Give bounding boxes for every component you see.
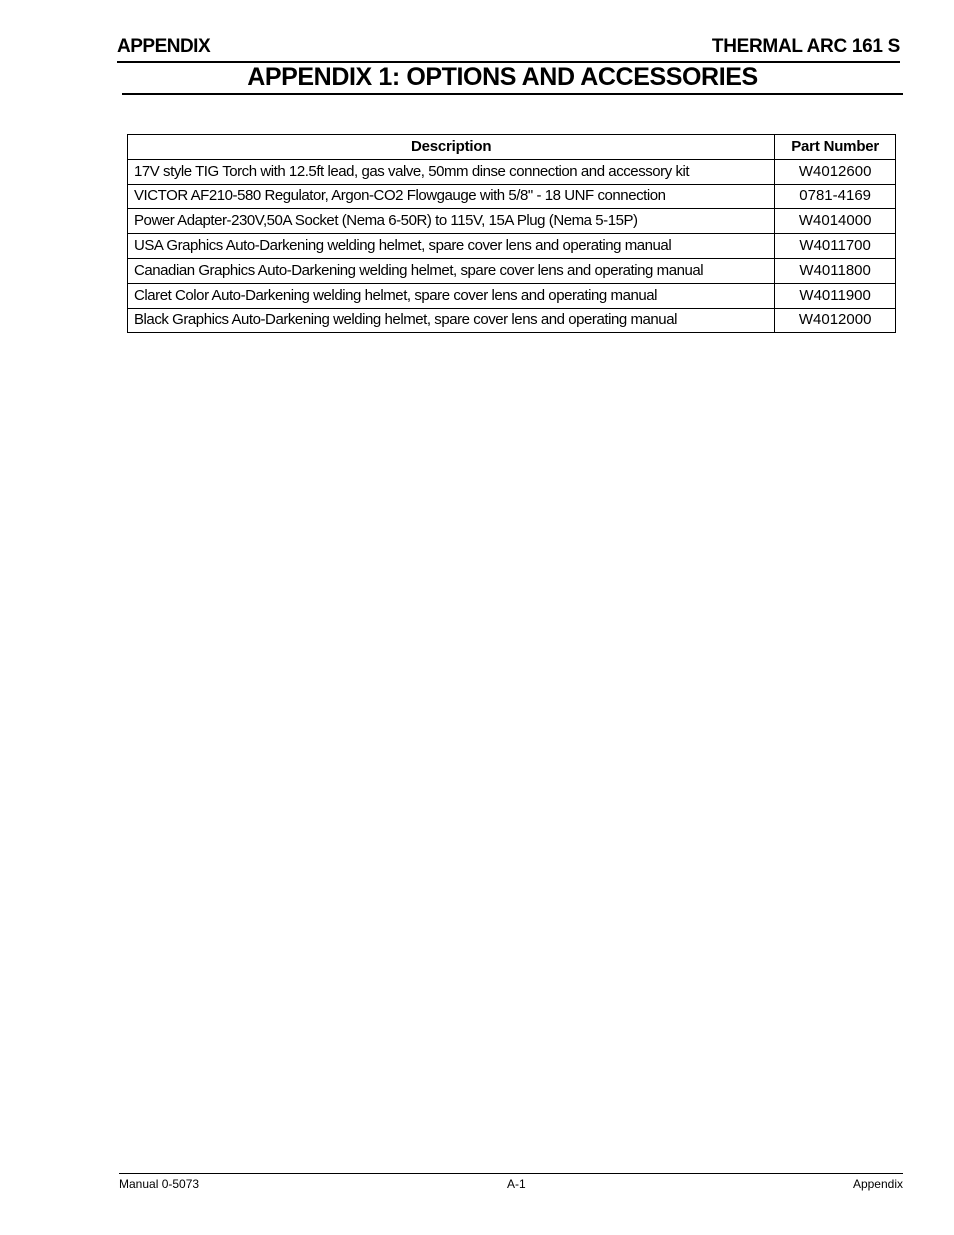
part-number-cell: W4012600 — [775, 159, 896, 184]
table-row — [128, 234, 896, 259]
description-cell: Black Graphics Auto-Darkening welding helmet, spare cover lens and operating manual — [128, 308, 775, 333]
table-row — [128, 258, 896, 283]
part-number-cell: 0781-4169 — [775, 184, 896, 209]
description-cell: Claret Color Auto-Darkening welding helmet, spare cover lens and operating manual — [128, 283, 775, 308]
description-cell: 17V style TIG Torch with 12.5ft lead, gas valve, 50mm dinse connection and accessory kit — [128, 159, 775, 184]
part-number-cell: W4011800 — [775, 258, 896, 283]
table-row — [128, 159, 896, 184]
options-accessories-table — [127, 134, 896, 333]
part-number-cell: W4014000 — [775, 209, 896, 234]
column-header-part-number: Part Number — [775, 135, 896, 160]
column-header-description: Description — [128, 135, 775, 160]
page-header — [117, 36, 900, 63]
part-number-cell: W4011900 — [775, 283, 896, 308]
header-product-label: THERMAL ARC 161 S — [711, 36, 900, 57]
page-title: APPENDIX 1: OPTIONS AND ACCESSORIES — [247, 63, 758, 91]
header-section-label: APPENDIX — [117, 36, 211, 57]
page-footer — [119, 1173, 903, 1194]
description-cell: Canadian Graphics Auto-Darkening welding helmet, spare cover lens and operating manual — [128, 258, 775, 283]
part-number-cell: W4012000 — [775, 308, 896, 333]
table-row — [128, 308, 896, 333]
description-cell: VICTOR AF210-580 Regulator, Argon-CO2 Flowgauge with 5/8" - 18 UNF connection — [128, 184, 775, 209]
footer-page-number: A-1 — [507, 1177, 526, 1191]
table-header-row — [128, 135, 896, 160]
description-cell: USA Graphics Auto-Darkening welding helmet, spare cover lens and operating manual — [128, 234, 775, 259]
footer-manual-number: Manual 0-5073 — [119, 1177, 200, 1191]
page-title-block — [122, 62, 903, 95]
footer-section-name: Appendix — [852, 1177, 903, 1191]
part-number-cell: W4011700 — [775, 234, 896, 259]
table-row — [128, 283, 896, 308]
table-row — [128, 209, 896, 234]
table-row — [128, 184, 896, 209]
description-cell: Power Adapter-230V,50A Socket (Nema 6-50R) to 115V, 15A Plug (Nema 5-15P) — [128, 209, 775, 234]
